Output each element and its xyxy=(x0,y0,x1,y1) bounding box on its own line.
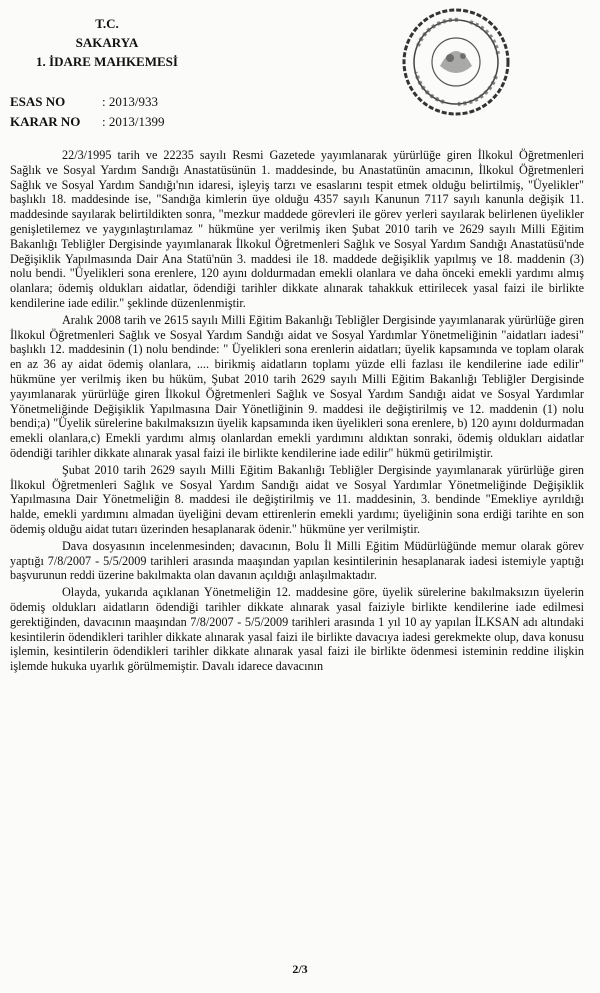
karar-label: KARAR NO xyxy=(10,114,81,129)
esas-row xyxy=(10,92,222,112)
court-seal-stamp xyxy=(400,6,512,118)
paragraph: Şubat 2010 tarih 2629 sayılı Milli Eğitim Bakanlığı Tebliğler Dergisinde yayımlanarak yürürlüğe giren İlkokul Öğretmenleri Sağlık ve Sosyal Yardım Sandığı aidat ve Sosyal Yardımlar Yönetmeliğinde Değişiklik Yapılmasına Dair Yönetmeliğin 8. maddesi ile değiştirilmiş ve 11. maddesinin, 3. bendinde "Emekliye ayrıldığı halde, emekli yardımını almadan üyeliğini devam ettirenlerin emekli yardımı; üyeliğinin sona erdiği tarihte en son ödemiş olduğu aidat tutarı üzerinden hesaplanarak ödenir." hükmüne yer verilmiştir. xyxy=(10,462,584,536)
header-tc: T.C. xyxy=(95,16,119,31)
esas-value: : 2013/933 xyxy=(102,94,158,109)
header-court: 1. İDARE MAHKEMESİ xyxy=(36,54,178,69)
paragraph: Aralık 2008 tarih ve 2615 sayılı Milli Eğitim Bakanlığı Tebliğler Dergisinde yayımlanarak yürürlüğe giren İlkokul Öğretmenleri Sağlık ve Sosyal Yardım Sandığı aidat ve Sosyal Yardımlar Yönetmeliğinin "aidatları iadesi" başlıklı 12. maddesinin (1) nolu bendinde: " Üyelikleri sona erenlerin aidatları; üyelik kapsamında ve toplam olarak en az 36 ay aidat ödemiş olanlara, .... birikmiş aidatların toplamı yüzde elli fazlası ile kendilerine iade edilir" hükmüne yer verilmiş iken bu hüküm, Şubat 2010 tarih 2629 sayılı Milli Eğitim Bakanlığı Tebliğler Dergisinde yayımlanarak yürürlüğe giren İlkokul Öğretmenleri Sağlık ve Sosyal Yardım Sandığı aidat ve Sosyal Yardımlar Yönetmeliğinde Değişiklik Yapılmasına Dair Yönetliğinin 9. maddesi ile değiştirilmiş ve 12. maddenin (1) nolu bendi;a) "Üyelik sürelerine bakılmaksızın üyelik kapsamında iken üyelikleri sona erenlere, b) 120 ayını doldurmadan emekli olanlara,c) Emekli yardımı almış olanlardan emekli yardımını aldıktan sonraki, ödemiş oldukları aidatlar ödendiği tarihler dikkate alınarak yasal faizi ile birlikte kendilerine iade edilir" hükmü getirilmiştir. xyxy=(10,312,584,460)
court-header xyxy=(22,14,252,71)
paragraph: Dava dosyasının incelenmesinden; davacının, Bolu İl Milli Eğitim Müdürlüğünde memur olarak görev yaptığı 7/8/2007 - 5/5/2009 tarihleri arasında maaşından yapılan kesintilerinin hesaplanarak iadesi istemiyle yaptığı başvurunun reddi üzerine bakılmakta olan davanın açıldığı anlaşılmaktadır. xyxy=(10,538,584,583)
case-numbers xyxy=(10,92,222,132)
esas-label: ESAS NO xyxy=(10,94,66,109)
karar-value: : 2013/1399 xyxy=(102,114,165,129)
header-city: SAKARYA xyxy=(75,35,139,50)
page-number: 2/3 xyxy=(292,962,308,976)
paragraph: Olayda, yukarıda açıklanan Yönetmeliğin 12. maddesine göre, üyelik sürelerine bakılmaksızın üyelerin ödemiş oldukları aidatların ödendiği tarihler dikkate alınarak yasal faiziyle birlikte kendilerine iade edilmesi gerektiğinden, davacının maaşından 7/8/2007 - 5/5/2009 tarihleri arasında 1 yıl 10 ay yapılan İLKSAN adı altındaki kesintilerin ödendikleri tarihler dikkate alınarak yasal faizi ile birlikte davacıya iadesi gerekmekte olup, dava konusu işlemin, kesintilerin ödendikleri tarihler dikkate alınarak yasal faizi ile birlikte ödenmesi isteminin reddine ilişkin işlemde hukuka uyarlık görülmemiştir. Davalı idarece davacının xyxy=(10,585,584,674)
paragraph: 22/3/1995 tarih ve 22235 sayılı Resmi Gazetede yayımlanarak yürürlüğe giren İlkokul Öğretmenleri Sağlık ve Sosyal Yardım Sandığı Anastatüsünün 1. maddesinde, bu Anastatünün amacının, İlkokul Öğretmenleri Sağlık ve Sosyal Yardım Sandığı'nın idaresi, işleyiş tarzı ve esaslarını tespit etmek olduğu belirtilmiş, "Üyelikler" başlıklı 18. maddesinde ise, "Sandığa kimlerin üye olduğu 4357 sayılı Kanunun 7117 sayılı kanunla değişik 11. maddesinde sayılarak belirtildikten sonra, "mezkur maddede görevleri ile görev yerleri sayılarak belirlenen üyelikler genişletilemez ve yaygınlaştırılamaz " hükmüne yer verilmiş iken Şubat 2010 tarih ve 2629 sayılı Milli Eğitim Bakanlığı Tebliğler Dergisinde yayımlanarak İlkokul Öğretmenleri Sağlık ve Sosyal Yardım Sandığı Anastatüsü'nde Değişiklik Yapılmasında Dair Ana Statü'nün 3. maddesi ile 18. maddede değişiklik yapılmış ve 18. maddenin (3) nolu bendi. "Üyelikleri sona erenlere, 120 ayını doldurmadan emekli olanlara ve daha önceki emekli yardımı almış olanlara; ödemiş oldukları aidatlar, ödendiği tarihler dikkate alınarak tahakkuk ettirilecek yasal faizi ile birlikte kendilerine iade edilir." şeklinde düzenlenmiştir. xyxy=(10,148,584,310)
karar-row xyxy=(10,112,222,132)
document-body xyxy=(10,148,584,676)
